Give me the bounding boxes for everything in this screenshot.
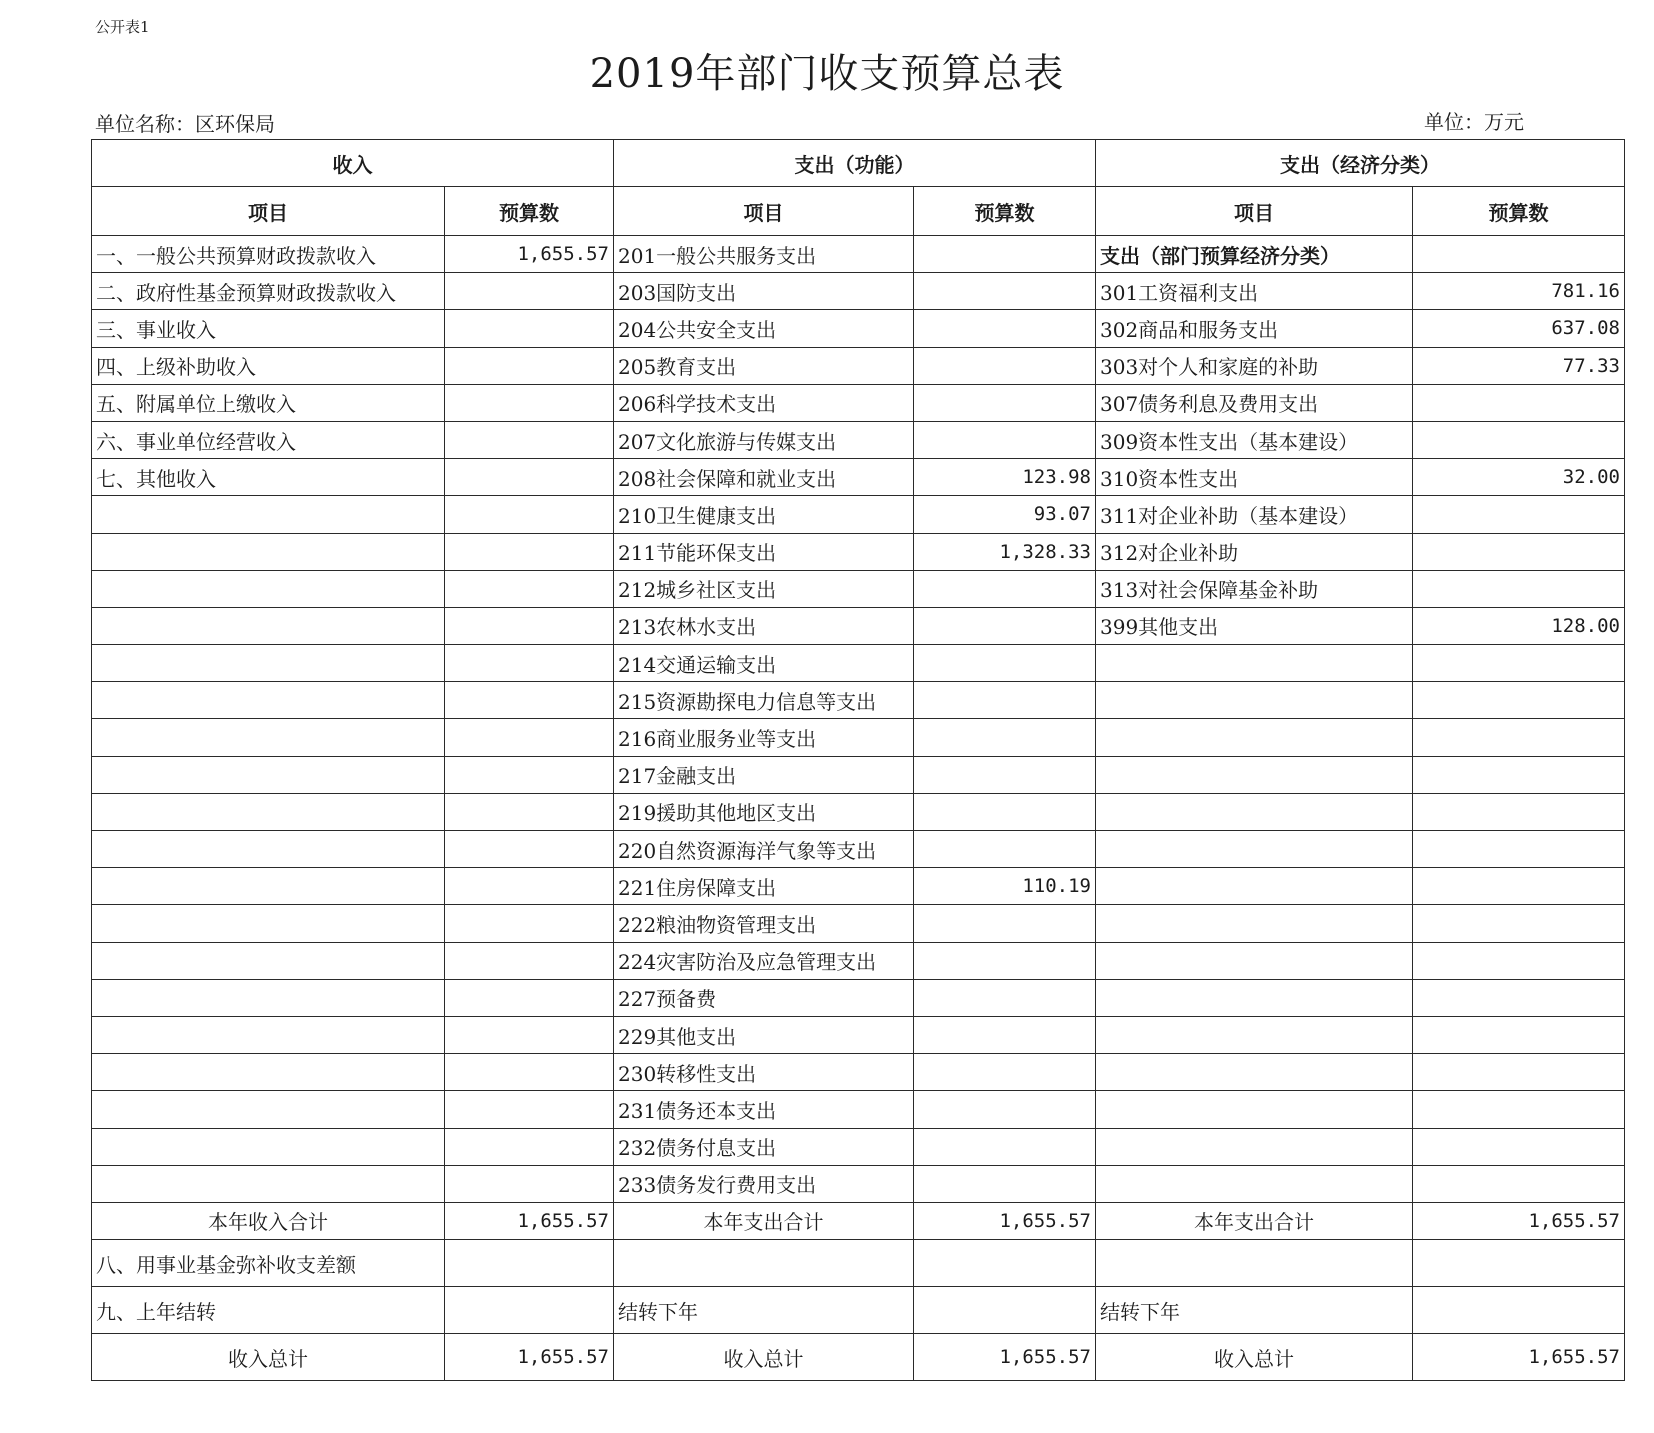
exp-func-item-cell: 207文化旅游与传媒支出 <box>614 421 914 458</box>
table-row <box>92 979 1625 1016</box>
exp-econ-item-cell: 313对社会保障基金补助 <box>1096 570 1413 607</box>
table-row <box>92 1165 1625 1202</box>
fund-exp-econ-label <box>1096 1240 1413 1287</box>
exp-func-item-cell: 233债务发行费用支出 <box>614 1165 914 1202</box>
income-item-cell: 六、事业单位经营收入 <box>92 421 445 458</box>
table-row <box>92 533 1625 570</box>
section-income: 收入 <box>92 140 614 187</box>
exp-econ-subtotal-value: 1,655.57 <box>1413 1202 1625 1239</box>
exp-econ-amount-cell: 77.33 <box>1413 347 1625 384</box>
exp-econ-item-cell <box>1096 905 1413 942</box>
exp-func-amount-cell <box>914 347 1096 384</box>
table-row <box>92 1016 1625 1053</box>
income-amount-cell <box>445 942 614 979</box>
exp-econ-amount-cell <box>1413 645 1625 682</box>
exp-func-amount-cell <box>914 1016 1096 1053</box>
fund-label: 八、用事业基金弥补收支差额 <box>92 1240 445 1287</box>
exp-func-item-cell: 221住房保障支出 <box>614 868 914 905</box>
income-total-label: 收入总计 <box>92 1334 445 1381</box>
exp-econ-amount-cell <box>1413 1054 1625 1091</box>
exp-econ-item-cell: 307债务利息及费用支出 <box>1096 384 1413 421</box>
income-amount-cell <box>445 421 614 458</box>
exp-func-item-cell: 203国防支出 <box>614 273 914 310</box>
exp-func-item-cell: 219援助其他地区支出 <box>614 793 914 830</box>
table-row <box>92 942 1625 979</box>
exp-econ-item-cell <box>1096 1165 1413 1202</box>
income-amount-cell <box>445 1128 614 1165</box>
exp-func-item-cell: 224灾害防治及应急管理支出 <box>614 942 914 979</box>
table-row <box>92 756 1625 793</box>
exp-func-amount-cell <box>914 979 1096 1016</box>
table-row <box>92 1054 1625 1091</box>
header-income-amount: 预算数 <box>445 187 614 236</box>
income-item-cell <box>92 831 445 868</box>
income-amount-cell <box>445 607 614 644</box>
income-item-cell <box>92 1091 445 1128</box>
exp-func-item-cell: 210卫生健康支出 <box>614 496 914 533</box>
exp-func-item-cell: 211节能环保支出 <box>614 533 914 570</box>
table-row <box>92 459 1625 496</box>
column-header-row <box>92 187 1625 236</box>
exp-func-amount-cell <box>914 1054 1096 1091</box>
income-amount-cell <box>445 1165 614 1202</box>
header-econ-item: 项目 <box>1096 187 1413 236</box>
exp-econ-amount-cell <box>1413 1091 1625 1128</box>
table-row <box>92 384 1625 421</box>
exp-econ-amount-cell <box>1413 719 1625 756</box>
income-item-cell <box>92 1165 445 1202</box>
income-amount-cell <box>445 347 614 384</box>
exp-econ-item-cell <box>1096 645 1413 682</box>
exp-func-item-cell: 229其他支出 <box>614 1016 914 1053</box>
income-item-cell <box>92 793 445 830</box>
exp-func-item-cell: 201一般公共服务支出 <box>614 236 914 273</box>
fund-value <box>445 1240 614 1287</box>
table-row <box>92 868 1625 905</box>
income-item-cell: 三、事业收入 <box>92 310 445 347</box>
exp-func-amount-cell <box>914 384 1096 421</box>
unit-label: 单位：万元 <box>1424 110 1524 134</box>
exp-func-amount-cell <box>914 607 1096 644</box>
exp-econ-item-cell: 399其他支出 <box>1096 607 1413 644</box>
income-amount-cell <box>445 1091 614 1128</box>
exp-econ-total-value: 1,655.57 <box>1413 1334 1625 1381</box>
exp-func-item-cell: 231债务还本支出 <box>614 1091 914 1128</box>
subtotal-row <box>92 1202 1625 1239</box>
table-row <box>92 719 1625 756</box>
exp-econ-amount-cell <box>1413 384 1625 421</box>
exp-func-amount-cell <box>914 310 1096 347</box>
exp-func-amount-cell <box>914 831 1096 868</box>
carry-exp-econ-value <box>1413 1287 1625 1334</box>
income-item-cell <box>92 905 445 942</box>
fund-exp-func-label <box>614 1240 914 1287</box>
income-item-cell <box>92 682 445 719</box>
exp-econ-item-cell <box>1096 1016 1413 1053</box>
income-item-cell <box>92 979 445 1016</box>
exp-econ-amount-cell <box>1413 831 1625 868</box>
income-item-cell: 七、其他收入 <box>92 459 445 496</box>
exp-func-amount-cell <box>914 645 1096 682</box>
exp-econ-item-cell: 301工资福利支出 <box>1096 273 1413 310</box>
exp-econ-amount-cell <box>1413 942 1625 979</box>
page-title: 2019年部门收支预算总表 <box>589 51 1065 97</box>
income-amount-cell <box>445 979 614 1016</box>
exp-econ-item-cell: 303对个人和家庭的补助 <box>1096 347 1413 384</box>
exp-econ-subtotal-label: 本年支出合计 <box>1096 1202 1413 1239</box>
exp-func-item-cell: 220自然资源海洋气象等支出 <box>614 831 914 868</box>
carry-value <box>445 1287 614 1334</box>
exp-func-item-cell: 215资源勘探电力信息等支出 <box>614 682 914 719</box>
detail-rows <box>92 236 1625 1203</box>
income-amount-cell <box>445 310 614 347</box>
exp-econ-item-cell: 310资本性支出 <box>1096 459 1413 496</box>
income-item-cell <box>92 645 445 682</box>
exp-econ-total-label: 收入总计 <box>1096 1334 1413 1381</box>
table-row <box>92 905 1625 942</box>
header-func-amount: 预算数 <box>914 187 1096 236</box>
exp-func-amount-cell <box>914 942 1096 979</box>
exp-func-amount-cell <box>914 570 1096 607</box>
exp-func-amount-cell <box>914 682 1096 719</box>
exp-func-total-label: 收入总计 <box>614 1334 914 1381</box>
exp-econ-amount-cell <box>1413 1128 1625 1165</box>
exp-func-amount-cell <box>914 719 1096 756</box>
exp-func-amount-cell <box>914 1165 1096 1202</box>
grand-total-row <box>92 1334 1625 1381</box>
section-header-row <box>92 140 1625 187</box>
exp-econ-amount-cell <box>1413 570 1625 607</box>
income-amount-cell <box>445 793 614 830</box>
fund-row <box>92 1240 1625 1287</box>
exp-econ-item-cell <box>1096 756 1413 793</box>
exp-econ-item-cell: 302商品和服务支出 <box>1096 310 1413 347</box>
income-item-cell: 五、附属单位上缴收入 <box>92 384 445 421</box>
income-item-cell <box>92 719 445 756</box>
income-item-cell <box>92 1128 445 1165</box>
exp-func-amount-cell <box>914 1091 1096 1128</box>
exp-func-amount-cell <box>914 421 1096 458</box>
exp-func-amount-cell <box>914 793 1096 830</box>
exp-func-amount-cell: 110.19 <box>914 868 1096 905</box>
exp-func-item-cell: 206科学技术支出 <box>614 384 914 421</box>
exp-func-item-cell: 214交通运输支出 <box>614 645 914 682</box>
exp-econ-item-cell: 309资本性支出（基本建设） <box>1096 421 1413 458</box>
exp-econ-item-cell <box>1096 1091 1413 1128</box>
exp-econ-amount-cell <box>1413 1165 1625 1202</box>
income-item-cell <box>92 570 445 607</box>
exp-econ-amount-cell <box>1413 682 1625 719</box>
table-row <box>92 645 1625 682</box>
exp-func-item-cell: 205教育支出 <box>614 347 914 384</box>
exp-func-amount-cell <box>914 756 1096 793</box>
exp-func-item-cell: 217金融支出 <box>614 756 914 793</box>
income-amount-cell <box>445 756 614 793</box>
exp-econ-amount-cell <box>1413 421 1625 458</box>
income-item-cell: 四、上级补助收入 <box>92 347 445 384</box>
table-row <box>92 607 1625 644</box>
fund-exp-func-value <box>914 1240 1096 1287</box>
income-amount-cell <box>445 719 614 756</box>
exp-func-amount-cell <box>914 905 1096 942</box>
income-item-cell: 一、一般公共预算财政拨款收入 <box>92 236 445 273</box>
income-amount-cell <box>445 570 614 607</box>
income-amount-cell <box>445 384 614 421</box>
exp-func-item-cell: 227预备费 <box>614 979 914 1016</box>
exp-func-item-cell: 212城乡社区支出 <box>614 570 914 607</box>
table-row <box>92 421 1625 458</box>
header-income-item: 项目 <box>92 187 445 236</box>
exp-func-amount-cell: 1,328.33 <box>914 533 1096 570</box>
income-total-value: 1,655.57 <box>445 1334 614 1381</box>
table-row <box>92 570 1625 607</box>
income-amount-cell <box>445 1016 614 1053</box>
income-subtotal-label: 本年收入合计 <box>92 1202 445 1239</box>
exp-econ-item-cell <box>1096 719 1413 756</box>
income-item-cell: 二、政府性基金预算财政拨款收入 <box>92 273 445 310</box>
income-item-cell <box>92 533 445 570</box>
income-amount-cell <box>445 868 614 905</box>
exp-econ-item-cell <box>1096 1128 1413 1165</box>
income-amount-cell <box>445 533 614 570</box>
exp-func-item-cell: 216商业服务业等支出 <box>614 719 914 756</box>
exp-econ-amount-cell <box>1413 868 1625 905</box>
income-item-cell <box>92 607 445 644</box>
budget-summary-table <box>91 139 1625 1381</box>
table-row <box>92 682 1625 719</box>
exp-econ-item-cell: 支出（部门预算经济分类） <box>1096 236 1413 273</box>
exp-func-item-cell: 213农林水支出 <box>614 607 914 644</box>
exp-econ-amount-cell: 32.00 <box>1413 459 1625 496</box>
income-amount-cell <box>445 831 614 868</box>
exp-func-item-cell: 208社会保障和就业支出 <box>614 459 914 496</box>
table-row <box>92 310 1625 347</box>
income-item-cell <box>92 942 445 979</box>
carry-exp-func-label: 结转下年 <box>614 1287 914 1334</box>
exp-econ-item-cell <box>1096 868 1413 905</box>
income-amount-cell <box>445 645 614 682</box>
exp-econ-amount-cell: 781.16 <box>1413 273 1625 310</box>
income-subtotal-value: 1,655.57 <box>445 1202 614 1239</box>
income-amount-cell <box>445 682 614 719</box>
exp-econ-item-cell <box>1096 682 1413 719</box>
exp-econ-amount-cell <box>1413 793 1625 830</box>
income-item-cell <box>92 496 445 533</box>
income-item-cell <box>92 756 445 793</box>
exp-econ-item-cell <box>1096 979 1413 1016</box>
exp-func-item-cell: 204公共安全支出 <box>614 310 914 347</box>
exp-func-item-cell: 230转移性支出 <box>614 1054 914 1091</box>
income-amount-cell <box>445 1054 614 1091</box>
exp-econ-amount-cell <box>1413 905 1625 942</box>
exp-func-subtotal-value: 1,655.57 <box>914 1202 1096 1239</box>
income-item-cell <box>92 1016 445 1053</box>
unit-name: 单位名称：区环保局 <box>95 112 275 136</box>
exp-func-total-value: 1,655.57 <box>914 1334 1096 1381</box>
table-row <box>92 273 1625 310</box>
carry-label: 九、上年结转 <box>92 1287 445 1334</box>
exp-econ-item-cell: 312对企业补助 <box>1096 533 1413 570</box>
income-amount-cell <box>445 459 614 496</box>
exp-func-item-cell: 222粮油物资管理支出 <box>614 905 914 942</box>
page-label: 公开表1 <box>95 18 150 36</box>
table-row <box>92 347 1625 384</box>
header-econ-amount: 预算数 <box>1413 187 1625 236</box>
exp-econ-item-cell <box>1096 942 1413 979</box>
section-expense-economic: 支出（经济分类） <box>1096 140 1625 187</box>
table-row <box>92 496 1625 533</box>
table-row <box>92 1128 1625 1165</box>
exp-econ-item-cell: 311对企业补助（基本建设） <box>1096 496 1413 533</box>
carry-exp-func-value <box>914 1287 1096 1334</box>
exp-econ-amount-cell <box>1413 756 1625 793</box>
exp-econ-amount-cell: 128.00 <box>1413 607 1625 644</box>
income-item-cell <box>92 1054 445 1091</box>
exp-econ-amount-cell <box>1413 236 1625 273</box>
section-expense-function: 支出（功能） <box>614 140 1096 187</box>
carry-exp-econ-label: 结转下年 <box>1096 1287 1413 1334</box>
table-row <box>92 793 1625 830</box>
exp-econ-item-cell <box>1096 831 1413 868</box>
exp-econ-amount-cell <box>1413 496 1625 533</box>
carry-row <box>92 1287 1625 1334</box>
exp-func-amount-cell <box>914 236 1096 273</box>
exp-func-subtotal-label: 本年支出合计 <box>614 1202 914 1239</box>
table-row <box>92 1091 1625 1128</box>
exp-econ-item-cell <box>1096 1054 1413 1091</box>
exp-func-amount-cell <box>914 1128 1096 1165</box>
exp-func-amount-cell: 93.07 <box>914 496 1096 533</box>
exp-econ-amount-cell <box>1413 979 1625 1016</box>
header-func-item: 项目 <box>614 187 914 236</box>
exp-econ-amount-cell <box>1413 1016 1625 1053</box>
fund-exp-econ-value <box>1413 1240 1625 1287</box>
income-amount-cell: 1,655.57 <box>445 236 614 273</box>
table-row <box>92 831 1625 868</box>
table-row <box>92 236 1625 273</box>
exp-func-item-cell: 232债务付息支出 <box>614 1128 914 1165</box>
exp-econ-item-cell <box>1096 793 1413 830</box>
income-amount-cell <box>445 905 614 942</box>
exp-econ-amount-cell: 637.08 <box>1413 310 1625 347</box>
exp-func-amount-cell: 123.98 <box>914 459 1096 496</box>
income-amount-cell <box>445 496 614 533</box>
income-item-cell <box>92 868 445 905</box>
exp-econ-amount-cell <box>1413 533 1625 570</box>
exp-func-amount-cell <box>914 273 1096 310</box>
income-amount-cell <box>445 273 614 310</box>
